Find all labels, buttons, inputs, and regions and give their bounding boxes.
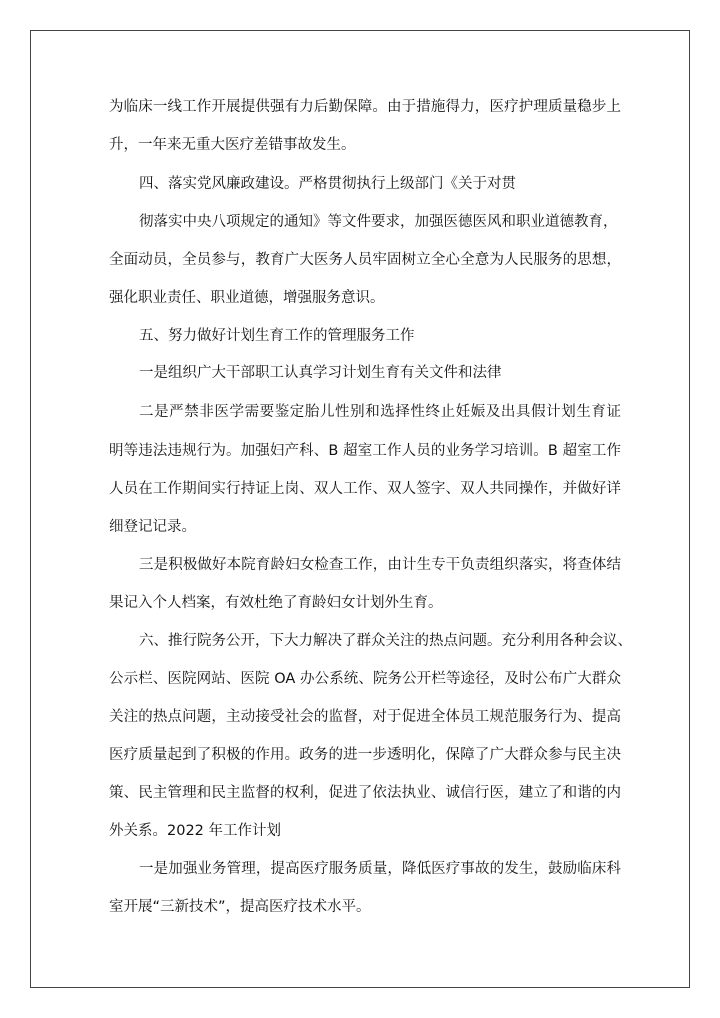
- text-line: 明等违法违规行为。加强妇产科、B 超室工作人员的业务学习培训。B 超室工作: [109, 443, 621, 459]
- text-line: 公示栏、医院网站、医院 OA 办公系统、院务公开栏等途径，及时公布广大群众: [109, 671, 621, 687]
- text-line: 策、民主管理和民主监督的权利，促进了依法执业、诚信行医，建立了和谐的内: [109, 785, 621, 801]
- text-line: 强化职业责任、职业道德，增强服务意识。: [109, 290, 385, 306]
- text-line: 升，一年来无重大医疗差错事故发生。: [109, 137, 356, 153]
- text-line: 一是加强业务管理，提高医疗服务质量，降低医疗事故的发生，鼓励临床科: [139, 861, 621, 877]
- text-line: 彻落实中央八项规定的通知》等文件要求，加强医德医风和职业道德教育，: [139, 214, 618, 230]
- text-line: 四、落实党风廉政建设。严格贯彻执行上级部门《关于对贯: [139, 176, 516, 192]
- text-line: 五、努力做好计划生育工作的管理服务工作: [139, 328, 415, 344]
- text-line: 为临床一线工作开展提供强有力后勤保障。由于措施得力，医疗护理质量稳步上: [109, 99, 621, 115]
- text-line: 三是积极做好本院育龄妇女检查工作，由计生专干负责组织落实，将查体结: [139, 557, 621, 573]
- text-line: 人员在工作期间实行持证上岗、双人工作、双人签字、双人共同操作，并做好详: [109, 481, 621, 497]
- text-line: 关注的热点问题，主动接受社会的监督，对于促进全体员工规范服务行为、提高: [109, 709, 621, 725]
- text-line: 细登记记录。: [109, 519, 196, 535]
- text-line: 六、推行院务公开，下大力解决了群众关注的热点问题。充分利用各种会议、: [139, 633, 632, 649]
- text-line: 二是严禁非医学需要鉴定胎儿性别和选择性终止妊娠及出具假计划生育证: [139, 404, 621, 420]
- text-line: 室开展“三新技术”，提高医疗技术水平。: [109, 899, 371, 915]
- text-line: 医疗质量起到了积极的作用。政务的进一步透明化，保障了广大群众参与民主决: [109, 747, 621, 763]
- text-line: 一是组织广大干部职工认真学习计划生育有关文件和法律: [139, 365, 502, 381]
- text-line: 外关系。2022 年工作计划: [109, 823, 282, 839]
- text-line: 全面动员，全员参与，教育广大医务人员牢固树立全心全意为人民服务的思想，: [109, 252, 621, 268]
- text-line: 果记入个人档案，有效杜绝了育龄妇女计划外生育。: [109, 595, 443, 611]
